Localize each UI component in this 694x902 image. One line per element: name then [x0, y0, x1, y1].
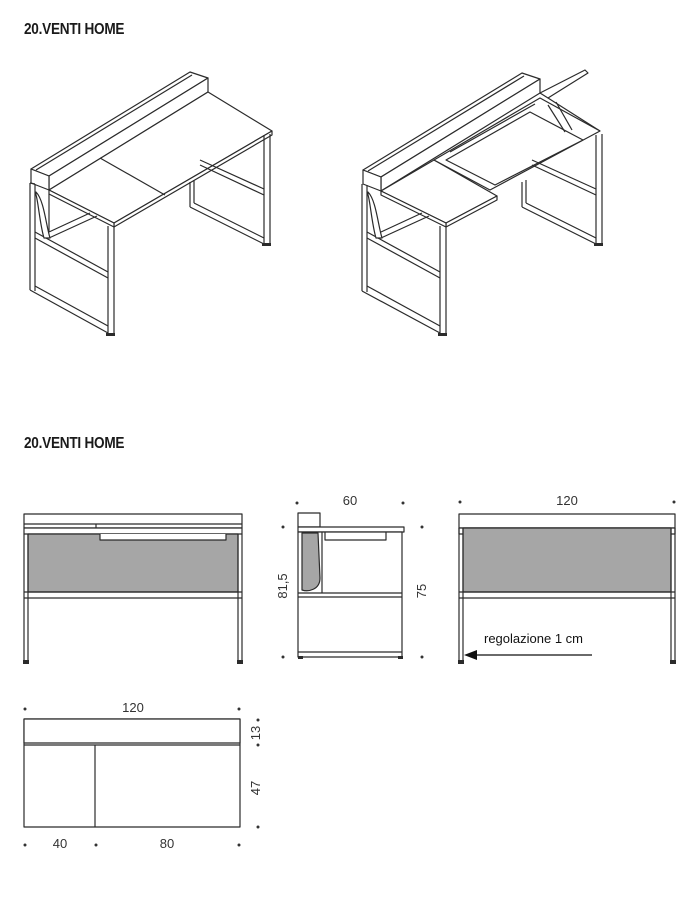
side-width-label: 60 — [342, 493, 358, 508]
product-title-top: 20.VENTI HOME — [24, 21, 125, 38]
plan-tray-depth-label: 13 — [248, 725, 263, 741]
product-title-bottom: 20.VENTI HOME — [24, 435, 125, 452]
plan-right-part-label: 80 — [159, 836, 175, 851]
side-height-top-label: 81,5 — [275, 573, 290, 599]
back-width-label: 120 — [556, 493, 578, 508]
front-elevation — [24, 514, 242, 662]
desk-perspective-open — [362, 70, 602, 334]
adjustment-arrow — [464, 650, 592, 660]
side-height-desk-label: 75 — [414, 583, 429, 599]
plan-left-part-label: 40 — [52, 836, 68, 851]
plan-view — [24, 719, 240, 827]
plan-width-label: 120 — [122, 700, 144, 715]
side-elevation — [298, 513, 404, 657]
desk-perspective-closed — [30, 72, 272, 334]
plan-top-depth-label: 47 — [248, 780, 263, 796]
adjustment-note: regolazione 1 cm — [484, 631, 583, 646]
